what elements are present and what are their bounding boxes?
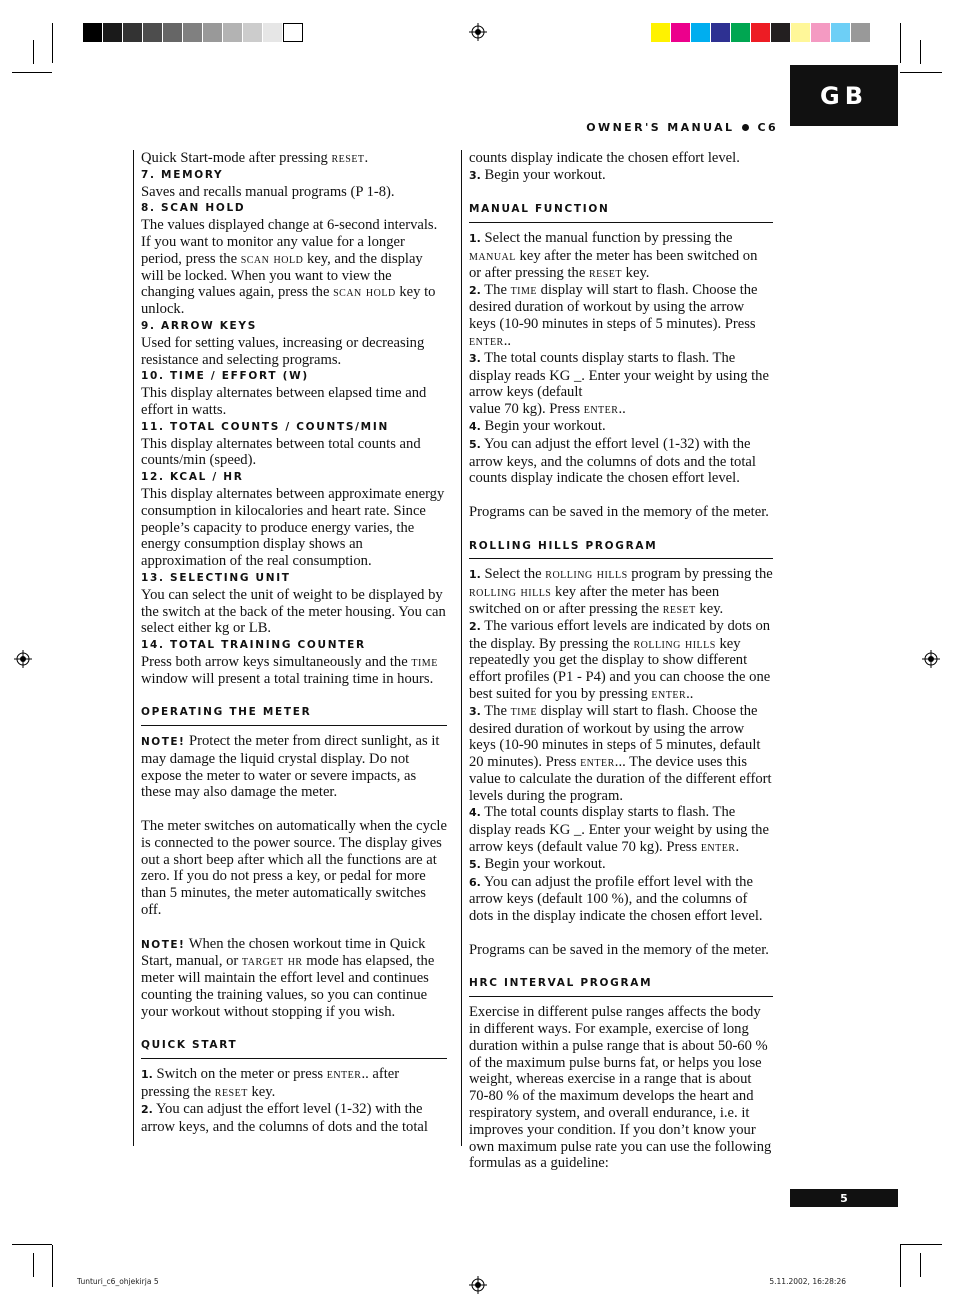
color-swatch [711, 23, 731, 42]
heading-kcal-hr: 12. KCAL / HR [141, 471, 244, 484]
crop-mark [900, 1244, 942, 1245]
crop-mark [920, 40, 921, 64]
language-tab: GB [790, 65, 898, 126]
heading-total-counts: 11. TOTAL COUNTS / COUNTS/MIN [141, 420, 389, 433]
color-swatch [283, 23, 303, 42]
bullet-icon [742, 124, 749, 131]
heading-scan-hold: 8. SCAN HOLD [141, 202, 246, 215]
footer-file-info: Tunturi_c6_ohjekirja 5 [77, 1277, 159, 1286]
selecting-unit-text: You can select the unit of weight to be displayed by the switch at the back of the meter housing. You can select either kg or LB. [141, 586, 446, 637]
color-swatch [791, 23, 811, 42]
rolling-hills-step-1: 1. Select the rolling hills program by pressing the rolling hills key after the meter has been switched on or after pressing the reset key. [469, 566, 773, 617]
manual-save-note: Programs can be saved in the memory of the meter. [469, 503, 769, 520]
registration-mark-icon [14, 650, 32, 668]
color-swatch [811, 23, 831, 42]
color-swatch [223, 23, 243, 42]
registration-mark-icon [922, 650, 940, 668]
color-swatch [771, 23, 791, 42]
right-column [469, 150, 773, 1172]
total-counts-text: This display alternates between total counts and counts/min (speed). [141, 435, 421, 469]
color-calibration-bar [651, 23, 871, 42]
grayscale-calibration-bar [83, 23, 303, 42]
crop-mark [900, 72, 942, 73]
color-swatch [123, 23, 143, 42]
manual-step-5: 5. You can adjust the effort level (1-32) with the arrow keys, and the columns of dots and the total counts display indicate the chosen effort level. [469, 435, 756, 487]
heading-memory: 7. MEMORY [141, 168, 224, 181]
manual-step-1: 1. Select the manual function by pressing the manual key after the meter has been switched on or after pressing the reset key. [469, 230, 758, 281]
heading-quick-start: QUICK START [141, 1037, 447, 1059]
crop-mark [33, 40, 34, 64]
crop-mark [12, 1244, 52, 1245]
heading-selecting-unit: 13. SELECTING UNIT [141, 571, 291, 584]
color-swatch [851, 23, 871, 42]
color-swatch [83, 23, 103, 42]
quick-start-step-3: 3. Begin your workout. [469, 166, 606, 183]
heading-manual-function: MANUAL FUNCTION [469, 201, 773, 223]
color-swatch [751, 23, 771, 42]
crop-mark [12, 72, 52, 73]
page-number: 5 [790, 1189, 898, 1207]
quick-start-step-2: 2. You can adjust the effort level (1-32) with the arrow keys, and the columns of dots and the total [141, 1100, 428, 1135]
arrow-keys-text: Used for setting values, increasing or decreasing resistance and selecting programs. [141, 334, 425, 368]
registration-mark-icon [469, 23, 487, 41]
heading-hrc-interval: HRC INTERVAL PROGRAM [469, 975, 773, 997]
memory-text: Saves and recalls manual programs (P 1-8). [141, 183, 395, 200]
operating-note-2: NOTE! When the chosen workout time in Quick Start, manual, or target hr mode has elapsed, the meter will maintain the effort level and continues counting the training values, so you can continue your workout without stopping if you wish. [141, 935, 435, 1020]
header-model: C6 [757, 121, 778, 134]
heading-time-effort: 10. TIME / EFFORT (W) [141, 370, 309, 383]
heading-operating-the-meter: OPERATING THE METER [141, 704, 447, 726]
kcal-hr-text: This display alternates between approximate energy consumption in kilocalories and heart rate. Since people’s capacity to produce energy varies, the energy consumption display shows an approximation of the real consumption. [141, 485, 445, 570]
color-swatch [163, 23, 183, 42]
total-training-counter-text: Press both arrow keys simultaneously and the time window will present a total training time in hours. [141, 653, 438, 687]
color-swatch [691, 23, 711, 42]
color-swatch [831, 23, 851, 42]
heading-rolling-hills: ROLLING HILLS PROGRAM [469, 538, 773, 560]
crop-mark [900, 1245, 901, 1287]
color-swatch [731, 23, 751, 42]
rolling-hills-step-6: 6. You can adjust the profile effort level with the arrow keys (default 100 %), and the columns of dots in the display indicate the chosen effort level. [469, 873, 763, 925]
rolling-hills-save-note: Programs can be saved in the memory of the meter. [469, 941, 769, 958]
manual-step-2: 2. The time display will start to flash. Choose the desired duration of workout by using the arrow keys (10-90 minutes in steps of 5 minutes). Press enter.. [469, 281, 758, 349]
scan-hold-text: The values displayed change at 6-second intervals. If you want to monitor any value for a longer period, press the scan hold key, and the display will be locked. When you want to view the changing values again, press the scan hold key to unlock. [141, 217, 438, 318]
operating-note-1: NOTE! Protect the meter from direct sunlight, as it may damage the liquid crystal display. Do not expose the meter to water or severe impacts, as these may also damage the meter. [141, 733, 440, 801]
color-swatch [203, 23, 223, 42]
rolling-hills-step-5: 5. Begin your workout. [469, 855, 606, 872]
left-column [141, 150, 447, 1135]
time-effort-text: This display alternates between elapsed time and effort in watts. [141, 385, 427, 418]
right-column-rule [461, 150, 462, 1146]
heading-arrow-keys: 9. ARROW KEYS [141, 319, 257, 332]
manual-step-4: 4. Begin your workout. [469, 417, 606, 434]
header-manual-title: OWNER'S MANUAL [586, 121, 735, 134]
manual-step-3: 3. The total counts display starts to flash. The display reads KG _. Enter your weight by using the arrow keys (default value 70 kg). Press enter.. [469, 349, 769, 418]
color-swatch [143, 23, 163, 42]
crop-mark [52, 23, 53, 63]
operating-paragraph: The meter switches on automatically when the cycle is connected to the power source. The display gives out a short beep after which all the functions are at zero. If you do not press a key, or pedal for more than 5 minutes, the meter automatically switches off. [141, 818, 447, 919]
rolling-hills-step-3: 3. The time display will start to flash. Choose the desired duration of workout by using the arrow keys (10-90 minutes in steps of 5 minutes, default 20 minutes). Press enter... The device uses this value to calculate the duration of the different effort levels during the program. [469, 702, 772, 804]
continued-text: counts display indicate the chosen effort level. [469, 150, 740, 166]
running-header [586, 121, 778, 134]
heading-total-training-counter: 14. TOTAL TRAINING COUNTER [141, 639, 366, 652]
footer-timestamp: 5.11.2002, 16:28:26 [769, 1277, 846, 1286]
color-swatch [243, 23, 263, 42]
registration-mark-icon [469, 1276, 487, 1294]
intro-text: Quick Start-mode after pressing reset. [141, 150, 369, 166]
quick-start-step-1: 1. Switch on the meter or press enter.. after pressing the reset key. [141, 1066, 400, 1101]
left-column-rule [133, 150, 134, 1146]
rolling-hills-step-2: 2. The various effort levels are indicated by dots on the display. By pressing the rolling hills key repeatedly you get the display to show different effort profiles (P1 - P4) and you can choose the one best suited for you by pressing enter.. [469, 617, 771, 702]
crop-mark [920, 1253, 921, 1277]
color-swatch [183, 23, 203, 42]
crop-mark [33, 1253, 34, 1277]
hrc-interval-text: Exercise in different pulse ranges affects the body in different ways. For example, exercise of long duration within a pulse range that is about 50-60 % of the maximum pulse burns fat, or helps you lose weight, whereas exercise in a range that is about 70-80 % of the maximum develops the heart and respiratory system, and overall endurance, i.e. it improves your condition. If you don’t know your own maximum pulse rate you can use the following formulas as a guideline: [469, 1004, 772, 1172]
color-swatch [103, 23, 123, 42]
rolling-hills-step-4: 4. The total counts display starts to flash. The display reads KG _. Enter your weight by using the arrow keys (default value 70 kg). Press enter. [469, 804, 769, 856]
color-swatch [263, 23, 283, 42]
color-swatch [651, 23, 671, 42]
crop-mark [52, 1245, 53, 1287]
color-swatch [671, 23, 691, 42]
crop-mark [900, 23, 901, 63]
